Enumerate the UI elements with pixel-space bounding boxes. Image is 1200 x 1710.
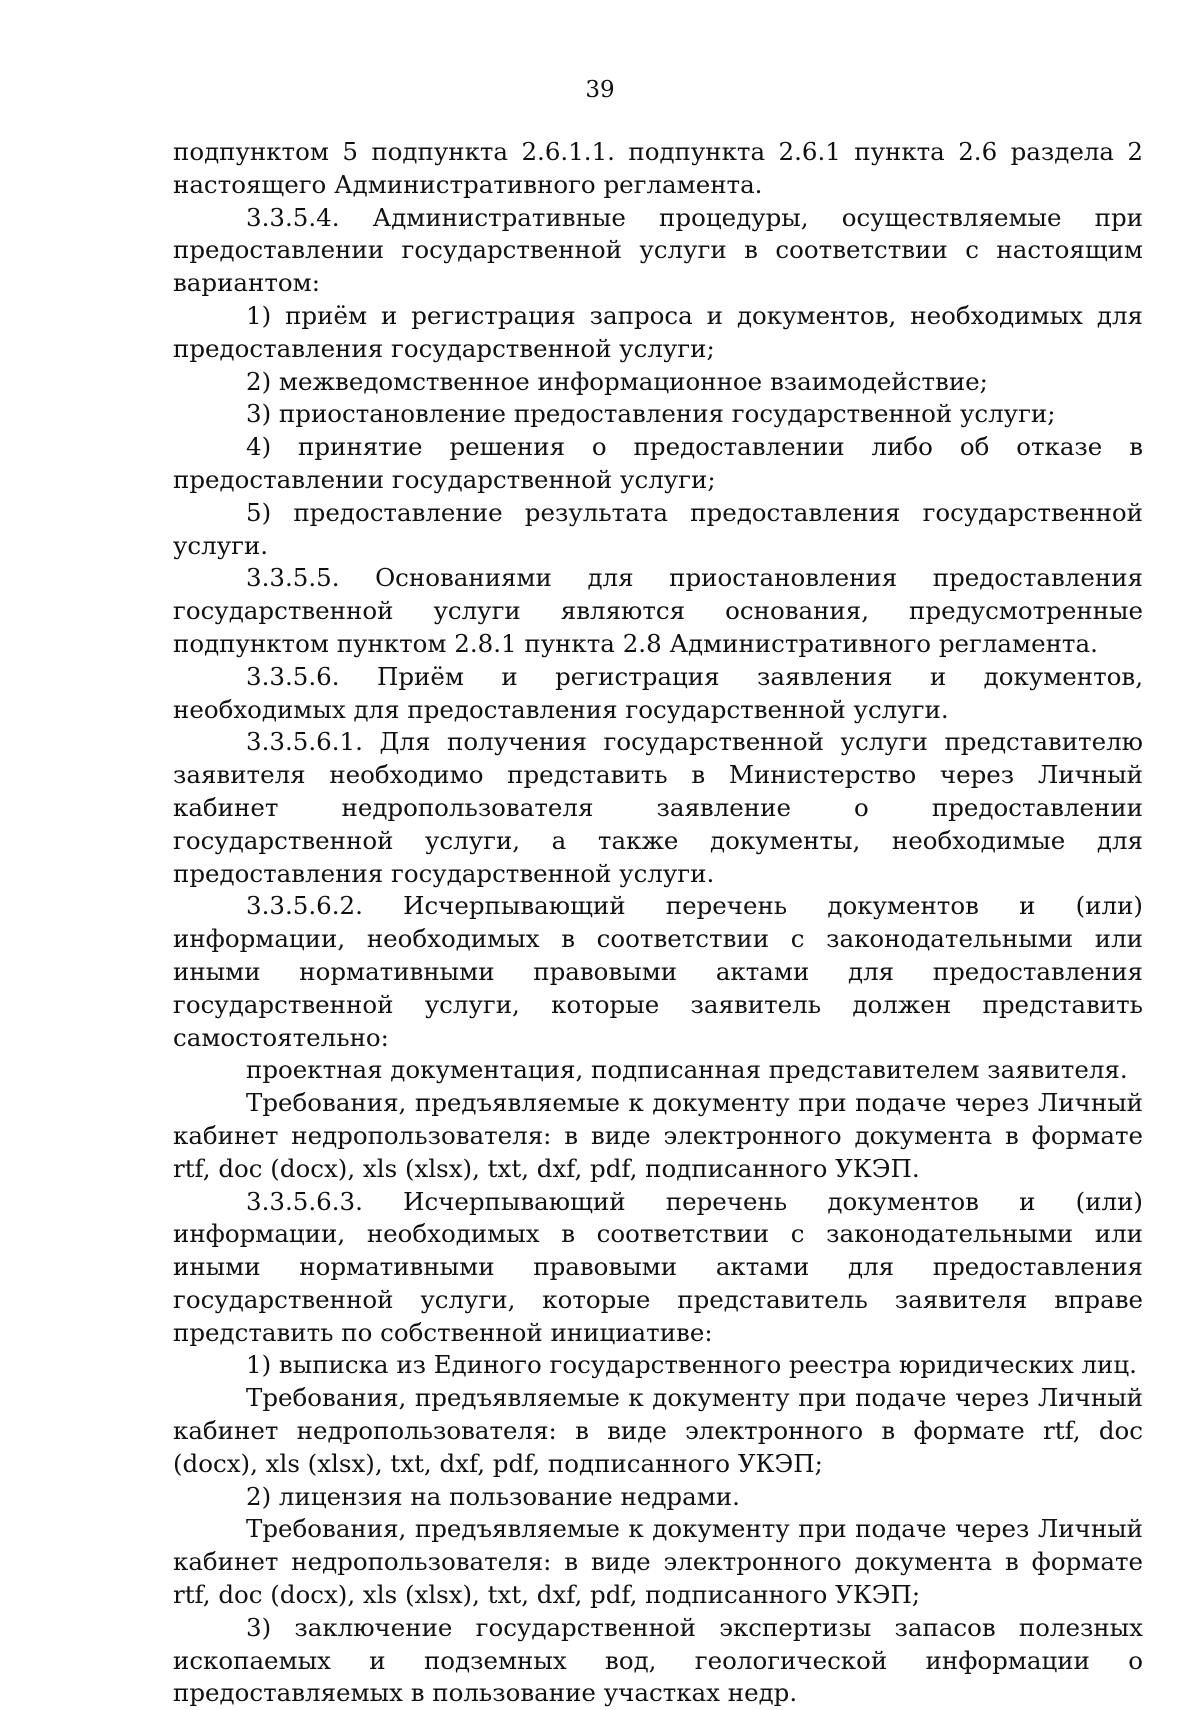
list-item: 2) межведомственное информационное взаимодействие;: [246, 366, 988, 396]
paragraph: 3.3.5.5. Основаниями для приостановления предоставления государственной услуги являются основания, предусмотренные подпунктом пунктом 2.8.1 пункта 2.8 Административного регламента.: [173, 563, 1143, 658]
paragraph: 3.3.5.6.2. Исчерпывающий перечень документов и (или) информации, необходимых в соответствии с законодательными или иными нормативными правовыми актами для предоставления государственной услуги, которые заявитель должен представить самостоятельно:: [173, 891, 1143, 1052]
list-item: 3) заключение государственной экспертизы запасов полезных ископаемых и подземных вод, геологической информации о предоставляемых в пользование участках недр.: [173, 1612, 1143, 1708]
list-item: 1) приём и регистрация запроса и документов, необходимых для предоставления государственной услуги;: [173, 300, 1143, 363]
paragraph: Требования, предъявляемые к документу при подаче через Личный кабинет недропользователя: в виде электронного документа в формате rtf, doc (docx), xls (xlsx), txt, dxf, pdf, подписанного УКЭП;: [173, 1514, 1143, 1610]
paragraph: 3.3.5.6. Приём и регистрация заявления и документов, необходимых для предоставления государственной услуги.: [173, 661, 1143, 724]
paragraph: Требования, предъявляемые к документу при подаче через Личный кабинет недропользователя: в виде электронного документа в формате rtf, doc (docx), xls (xlsx), txt, dxf, pdf, подписанного УКЭП.: [173, 1088, 1143, 1183]
paragraph: подпунктом 5 подпункта 2.6.1.1. подпункта 2.6.1 пункта 2.6 раздела 2 настоящего Административного регламента.: [173, 137, 1143, 199]
paragraph: 3.3.5.6.1. Для получения государственной услуги представителю заявителя необходимо представить в Министерство через Личный кабинет недропользователя заявление о предоставлении государственной услуги, а также документы, необходимые для предоставления государственной услуги.: [173, 727, 1143, 888]
paragraph: 3.3.5.6.3. Исчерпывающий перечень документов и (или) информации, необходимых в соответствии с законодательными или иными нормативными правовыми актами для предоставления государственной услуги, которые представитель заявителя вправе представить по собственной инициативе:: [173, 1186, 1143, 1347]
list-item: 4) принятие решения о предоставлении либо об отказе в предоставлении государственной услуги;: [173, 432, 1143, 494]
paragraph: 3.3.5.4. Административные процедуры, осуществляемые при предоставлении государственной услуги в соответствии с настоящим вариантом:: [173, 202, 1143, 298]
list-item: 1) выписка из Единого государственного реестра юридических лиц.: [246, 1350, 1137, 1380]
list-item: 3) приостановление предоставления государственной услуги;: [246, 399, 1056, 429]
paragraph: Требования, предъявляемые к документу при подаче через Личный кабинет недропользователя: в виде электронного в формате rtf, doc (docx), xls (xlsx), txt, dxf, pdf, подписанного УКЭП;: [173, 1383, 1143, 1478]
list-item: 2) лицензия на пользование недрами.: [246, 1481, 740, 1511]
list-item: 5) предоставление результата предоставления государственной услуги.: [173, 497, 1143, 560]
page-number: 39: [585, 77, 615, 103]
paragraph: проектная документация, подписанная представителем заявителя.: [246, 1055, 1128, 1085]
document-body: [173, 136, 1143, 1710]
